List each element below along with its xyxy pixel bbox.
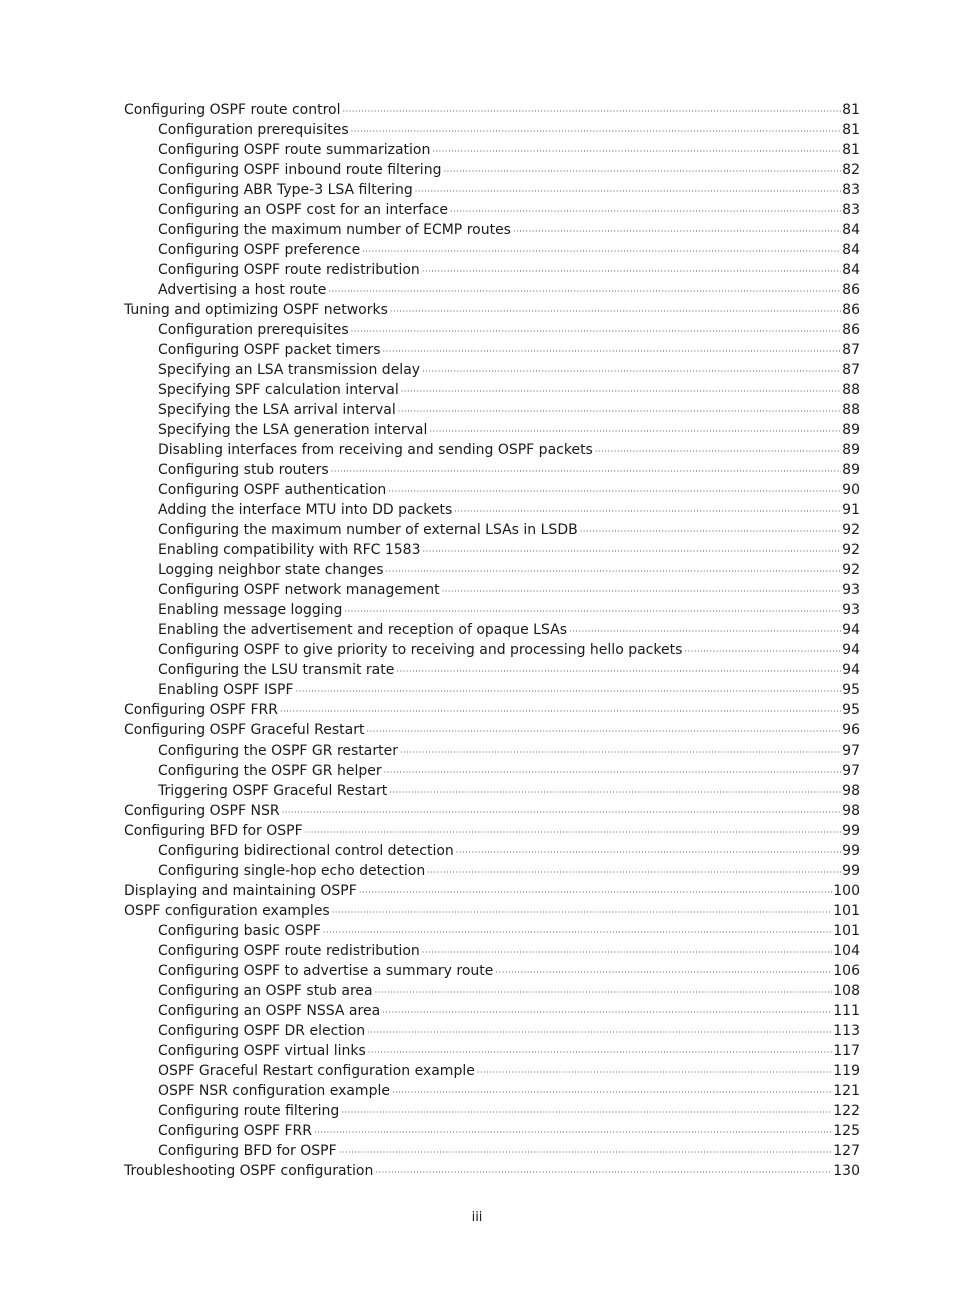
toc-dot-leader xyxy=(450,202,841,222)
toc-dot-leader xyxy=(362,242,841,262)
toc-entry-title[interactable]: Configuring OSPF to advertise a summary route xyxy=(158,962,494,979)
toc-entry-page[interactable]: 81 xyxy=(842,122,860,139)
toc-entry-title[interactable]: Configuring OSPF to give priority to receiving and processing hello packets xyxy=(158,642,683,659)
toc-entry-title[interactable]: Advertising a host route xyxy=(158,282,327,299)
toc-entry-title[interactable]: Configuring bidirectional control detection xyxy=(158,842,454,859)
toc-entry-title[interactable]: Configuring route filtering xyxy=(158,1102,340,1119)
toc-entry-title[interactable]: Configuring OSPF packet timers xyxy=(158,342,381,359)
toc-dot-leader xyxy=(314,1123,832,1143)
toc-entry-page[interactable]: 88 xyxy=(842,382,860,399)
toc-entry[interactable] xyxy=(124,260,860,280)
toc-entry-page[interactable]: 86 xyxy=(842,302,860,319)
toc-entry-page[interactable]: 94 xyxy=(842,662,860,679)
toc-dot-leader xyxy=(332,903,833,923)
toc-entry[interactable] xyxy=(124,901,860,921)
toc-dot-leader xyxy=(359,883,832,903)
toc-dot-leader xyxy=(351,322,842,342)
toc-entry-title[interactable]: Configuring an OSPF stub area xyxy=(158,982,373,999)
toc-entry[interactable] xyxy=(124,660,860,680)
toc-entry-page[interactable]: 94 xyxy=(842,642,860,659)
toc-entry-page[interactable]: 127 xyxy=(833,1142,860,1159)
toc-entry-title[interactable]: Configuring OSPF inbound route filtering xyxy=(158,162,442,179)
toc-entry-title[interactable]: Configuring ABR Type-3 LSA filtering xyxy=(158,182,413,199)
toc-entry-page[interactable]: 84 xyxy=(842,222,860,239)
toc-entry-page[interactable]: 100 xyxy=(833,882,860,899)
toc-dot-leader xyxy=(383,342,842,362)
toc-entry[interactable] xyxy=(124,620,860,640)
toc-entry[interactable] xyxy=(124,941,860,961)
toc-entry-page[interactable]: 88 xyxy=(842,402,860,419)
toc-entry-title[interactable]: Configuring the maximum number of ECMP routes xyxy=(158,222,511,239)
toc-entry[interactable] xyxy=(124,981,860,1001)
toc-entry[interactable] xyxy=(124,1021,860,1041)
toc-entry[interactable] xyxy=(124,1141,860,1161)
toc-dot-leader xyxy=(305,823,842,843)
toc-entry-page[interactable]: 93 xyxy=(842,582,860,599)
toc-dot-leader xyxy=(595,442,841,462)
toc-entry[interactable] xyxy=(124,220,860,240)
toc-entry-page[interactable]: 82 xyxy=(842,162,860,179)
toc-dot-leader xyxy=(392,1083,832,1103)
toc-entry[interactable] xyxy=(124,140,860,160)
toc-dot-leader xyxy=(513,222,841,242)
toc-dot-leader xyxy=(342,102,841,122)
toc-entry[interactable] xyxy=(124,741,860,761)
toc-entry[interactable] xyxy=(124,1161,860,1181)
toc-dot-leader xyxy=(423,542,842,562)
toc-entry-page[interactable]: 92 xyxy=(842,522,860,539)
toc-dot-leader xyxy=(429,422,841,442)
toc-entry-page[interactable]: 90 xyxy=(842,482,860,499)
toc-entry-page[interactable]: 108 xyxy=(833,982,860,999)
toc-entry[interactable] xyxy=(124,300,860,320)
page-number: iii xyxy=(471,1210,483,1225)
toc-entry[interactable] xyxy=(124,720,860,740)
table-of-contents xyxy=(124,100,860,1181)
toc-entry-page[interactable]: 92 xyxy=(842,542,860,559)
toc-dot-leader xyxy=(339,1143,833,1163)
toc-entry-title[interactable]: Configuring the LSU transmit rate xyxy=(158,662,395,679)
toc-entry-title[interactable]: Triggering OSPF Graceful Restart xyxy=(158,782,388,799)
toc-entry-page[interactable]: 94 xyxy=(842,622,860,639)
toc-entry-page[interactable]: 91 xyxy=(842,502,860,519)
toc-entry[interactable] xyxy=(124,200,860,220)
toc-dot-leader xyxy=(454,502,841,522)
toc-dot-leader xyxy=(422,262,841,282)
toc-dot-leader xyxy=(390,302,841,322)
toc-entry[interactable] xyxy=(124,680,860,700)
toc-dot-leader xyxy=(477,1063,832,1083)
toc-entry[interactable] xyxy=(124,340,860,360)
toc-entry[interactable] xyxy=(124,460,860,480)
toc-dot-leader xyxy=(382,1003,832,1023)
toc-entry-title[interactable]: Specifying an LSA transmission delay xyxy=(158,362,421,379)
toc-entry-title[interactable]: Adding the interface MTU into DD packets xyxy=(158,502,453,519)
toc-entry[interactable] xyxy=(124,700,860,720)
toc-entry[interactable] xyxy=(124,1121,860,1141)
toc-entry-title[interactable]: Logging neighbor state changes xyxy=(158,562,384,579)
toc-entry-page[interactable]: 97 xyxy=(842,742,860,759)
toc-entry-title[interactable]: Configuring OSPF network management xyxy=(158,582,440,599)
toc-entry-title[interactable]: Configuring OSPF route summarization xyxy=(158,142,431,159)
toc-entry-title[interactable]: Specifying the LSA generation interval xyxy=(158,422,428,439)
toc-entry-title[interactable]: Configuring an OSPF NSSA area xyxy=(158,1002,381,1019)
toc-entry-title[interactable]: Configuring an OSPF cost for an interface xyxy=(158,202,448,219)
toc-entry-title[interactable]: Configuring single-hop echo detection xyxy=(158,862,426,879)
toc-entry-page[interactable]: 99 xyxy=(842,822,860,839)
toc-entry[interactable] xyxy=(124,1081,860,1101)
toc-entry-page[interactable]: 113 xyxy=(833,1022,860,1039)
toc-dot-leader xyxy=(427,863,841,883)
toc-dot-leader xyxy=(384,763,842,783)
toc-entry-title[interactable]: Configuring basic OSPF xyxy=(158,922,321,939)
toc-entry[interactable] xyxy=(124,420,860,440)
toc-dot-leader xyxy=(442,582,842,602)
toc-entry-title[interactable]: Specifying the LSA arrival interval xyxy=(158,402,396,419)
toc-dot-leader xyxy=(396,662,841,682)
toc-entry-title[interactable]: Configuring OSPF FRR xyxy=(124,702,279,719)
toc-entry-title[interactable]: Configuring BFD for OSPF xyxy=(124,822,303,839)
toc-entry[interactable] xyxy=(124,761,860,781)
toc-entry-page[interactable]: 96 xyxy=(842,722,860,739)
toc-entry[interactable] xyxy=(124,180,860,200)
toc-entry[interactable] xyxy=(124,821,860,841)
toc-entry-title[interactable]: OSPF Graceful Restart configuration example xyxy=(158,1062,475,1079)
toc-dot-leader xyxy=(580,522,841,542)
toc-entry-page[interactable]: 98 xyxy=(842,782,860,799)
toc-entry[interactable] xyxy=(124,100,860,120)
toc-entry[interactable] xyxy=(124,861,860,881)
toc-entry-page[interactable]: 84 xyxy=(842,262,860,279)
toc-dot-leader xyxy=(331,462,841,482)
toc-entry-title[interactable]: Configuring OSPF DR election xyxy=(158,1022,366,1039)
toc-dot-leader xyxy=(422,943,832,963)
toc-entry-page[interactable]: 106 xyxy=(833,962,860,979)
toc-dot-leader xyxy=(415,182,841,202)
toc-dot-leader xyxy=(456,843,841,863)
toc-entry[interactable] xyxy=(124,380,860,400)
toc-entry-page[interactable]: 99 xyxy=(842,842,860,859)
toc-entry-page[interactable]: 89 xyxy=(842,442,860,459)
toc-dot-leader xyxy=(344,602,841,622)
toc-dot-leader xyxy=(386,562,842,582)
toc-entry-title[interactable]: Configuring stub routers xyxy=(158,462,329,479)
toc-dot-leader xyxy=(375,1163,832,1183)
toc-entry[interactable] xyxy=(124,500,860,520)
toc-entry-title[interactable]: Configuring the OSPF GR restarter xyxy=(158,742,398,759)
toc-entry[interactable] xyxy=(124,540,860,560)
toc-dot-leader xyxy=(432,142,841,162)
toc-entry[interactable] xyxy=(124,1101,860,1121)
toc-entry-title[interactable]: Displaying and maintaining OSPF xyxy=(124,882,357,899)
toc-dot-leader xyxy=(280,702,841,722)
toc-entry[interactable] xyxy=(124,520,860,540)
toc-dot-leader xyxy=(375,983,833,1003)
toc-entry[interactable] xyxy=(124,580,860,600)
toc-entry[interactable] xyxy=(124,360,860,380)
toc-dot-leader xyxy=(368,1043,833,1063)
toc-entry-page[interactable]: 93 xyxy=(842,602,860,619)
toc-dot-leader xyxy=(296,682,842,702)
toc-dot-leader xyxy=(443,162,841,182)
toc-entry-title[interactable]: OSPF configuration examples xyxy=(124,902,330,919)
toc-entry-page[interactable]: 98 xyxy=(842,802,860,819)
toc-entry-page[interactable]: 95 xyxy=(842,702,860,719)
toc-entry-page[interactable]: 89 xyxy=(842,462,860,479)
toc-entry[interactable] xyxy=(124,280,860,300)
toc-dot-leader xyxy=(367,1023,832,1043)
toc-entry-page[interactable]: 86 xyxy=(842,282,860,299)
toc-entry[interactable] xyxy=(124,801,860,821)
toc-entry-title[interactable]: Configuring OSPF virtual links xyxy=(158,1042,366,1059)
toc-entry-page[interactable]: 122 xyxy=(833,1102,860,1119)
toc-entry-page[interactable]: 87 xyxy=(842,362,860,379)
toc-entry-page[interactable]: 81 xyxy=(842,142,860,159)
toc-entry[interactable] xyxy=(124,921,860,941)
toc-entry-page[interactable]: 121 xyxy=(833,1082,860,1099)
toc-entry-page[interactable]: 87 xyxy=(842,342,860,359)
toc-entry-title[interactable]: Configuration prerequisites xyxy=(158,122,349,139)
toc-entry-page[interactable]: 104 xyxy=(833,942,860,959)
toc-entry-title[interactable]: Specifying SPF calculation interval xyxy=(158,382,399,399)
toc-dot-leader xyxy=(569,622,841,642)
toc-entry[interactable] xyxy=(124,841,860,861)
toc-entry-title[interactable]: Configuring OSPF authentication xyxy=(158,482,387,499)
toc-entry[interactable] xyxy=(124,640,860,660)
toc-entry[interactable] xyxy=(124,1061,860,1081)
toc-entry-title[interactable]: Enabling the advertisement and reception of opaque LSAs xyxy=(158,622,568,639)
toc-dot-leader xyxy=(495,963,832,983)
toc-entry-page[interactable]: 83 xyxy=(842,182,860,199)
toc-entry-page[interactable]: 97 xyxy=(842,762,860,779)
toc-entry-title[interactable]: Configuring OSPF preference xyxy=(158,242,361,259)
toc-dot-leader xyxy=(389,783,841,803)
toc-entry[interactable] xyxy=(124,560,860,580)
toc-entry-page[interactable]: 130 xyxy=(833,1162,860,1179)
toc-entry-page[interactable]: 99 xyxy=(842,862,860,879)
toc-entry-title[interactable]: Enabling compatibility with RFC 1583 xyxy=(158,542,421,559)
toc-entry[interactable] xyxy=(124,1001,860,1021)
toc-entry-title[interactable]: Configuring BFD for OSPF xyxy=(158,1142,337,1159)
toc-dot-leader xyxy=(323,923,832,943)
toc-entry-title[interactable]: Disabling interfaces from receiving and sending OSPF packets xyxy=(158,442,593,459)
toc-dot-leader xyxy=(341,1103,832,1123)
toc-entry-page[interactable]: 101 xyxy=(833,922,860,939)
toc-entry[interactable] xyxy=(124,160,860,180)
toc-dot-leader xyxy=(366,722,841,742)
toc-entry[interactable] xyxy=(124,881,860,901)
toc-dot-leader xyxy=(282,803,842,823)
toc-entry-page[interactable]: 86 xyxy=(842,322,860,339)
toc-entry-page[interactable]: 84 xyxy=(842,242,860,259)
toc-entry-title[interactable]: Enabling message logging xyxy=(158,602,343,619)
toc-entry[interactable] xyxy=(124,1041,860,1061)
toc-entry-page[interactable]: 111 xyxy=(833,1002,860,1019)
toc-dot-leader xyxy=(400,743,841,763)
toc-entry[interactable] xyxy=(124,400,860,420)
toc-dot-leader xyxy=(398,402,841,422)
toc-dot-leader xyxy=(422,362,841,382)
toc-entry-page[interactable]: 89 xyxy=(842,422,860,439)
toc-entry-title[interactable]: Configuring OSPF FRR xyxy=(158,1122,313,1139)
toc-dot-leader xyxy=(684,642,841,662)
toc-entry-title[interactable]: Configuring OSPF route control xyxy=(124,102,341,118)
toc-entry-title[interactable]: Tuning and optimizing OSPF networks xyxy=(124,302,388,319)
toc-entry-title[interactable]: Enabling OSPF ISPF xyxy=(158,682,294,699)
toc-entry-page[interactable]: 83 xyxy=(842,202,860,219)
toc-entry-title[interactable]: Configuration prerequisites xyxy=(158,322,349,339)
toc-entry-title[interactable]: OSPF NSR configuration example xyxy=(158,1082,390,1099)
toc-dot-leader xyxy=(351,122,842,142)
toc-entry-page[interactable]: 81 xyxy=(842,102,860,118)
toc-entry-title[interactable]: Configuring OSPF route redistribution xyxy=(158,942,420,959)
toc-entry[interactable] xyxy=(124,480,860,500)
toc-entry[interactable] xyxy=(124,240,860,260)
toc-dot-leader xyxy=(388,482,841,502)
toc-entry[interactable] xyxy=(124,961,860,981)
toc-entry[interactable] xyxy=(124,600,860,620)
toc-entry-title[interactable]: Configuring the OSPF GR helper xyxy=(158,762,382,779)
toc-entry-title[interactable]: Configuring the maximum number of external LSAs in LSDB xyxy=(158,522,578,539)
toc-entry-page[interactable]: 92 xyxy=(842,562,860,579)
toc-entry[interactable] xyxy=(124,781,860,801)
toc-entry[interactable] xyxy=(124,440,860,460)
toc-entry-title[interactable]: Configuring OSPF NSR xyxy=(124,802,280,819)
toc-entry-page[interactable]: 119 xyxy=(833,1062,860,1079)
toc-entry-page[interactable]: 117 xyxy=(833,1042,860,1059)
toc-entry-title[interactable]: Configuring OSPF Graceful Restart xyxy=(124,722,365,739)
toc-entry[interactable] xyxy=(124,120,860,140)
toc-entry-title[interactable]: Troubleshooting OSPF configuration xyxy=(124,1162,374,1179)
toc-dot-leader xyxy=(328,282,841,302)
toc-entry-page[interactable]: 101 xyxy=(833,902,860,919)
toc-entry-page[interactable]: 95 xyxy=(842,682,860,699)
toc-dot-leader xyxy=(401,382,841,402)
toc-entry-title[interactable]: Configuring OSPF route redistribution xyxy=(158,262,420,279)
toc-entry-page[interactable]: 125 xyxy=(833,1122,860,1139)
toc-entry[interactable] xyxy=(124,320,860,340)
